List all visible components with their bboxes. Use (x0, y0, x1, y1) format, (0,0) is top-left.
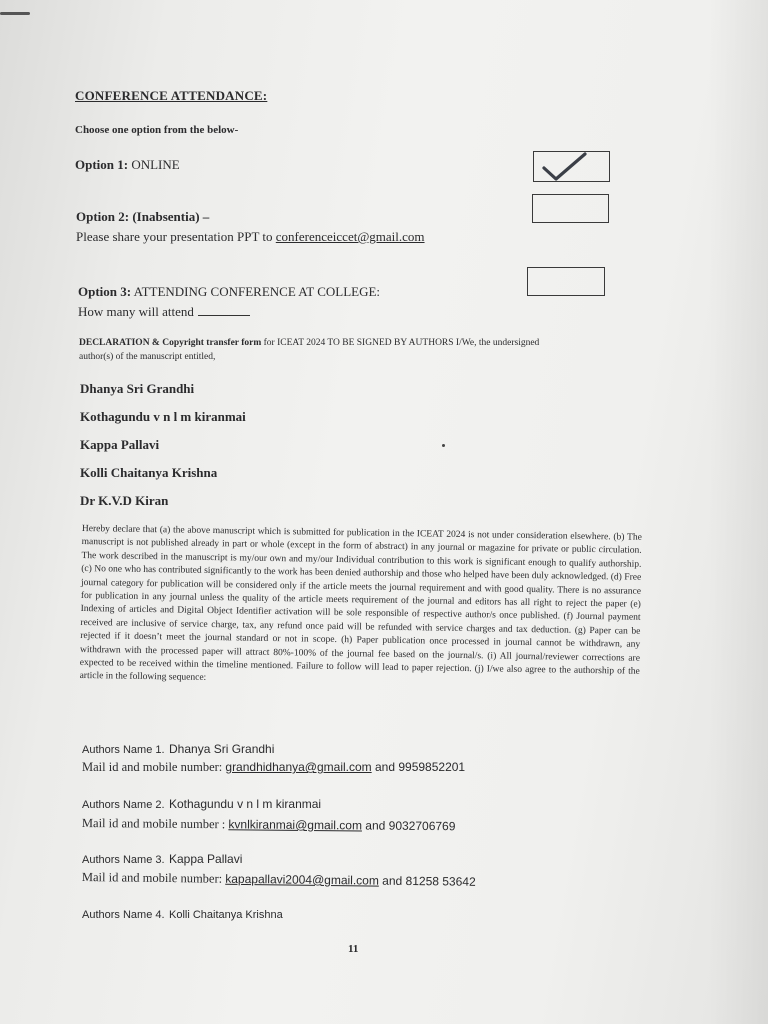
option-1-checkbox[interactable] (533, 151, 610, 182)
page-shadow (708, 0, 768, 1024)
option-3-line2 (78, 303, 250, 320)
attend-count-label: How many will attend (78, 304, 194, 319)
author-email-link[interactable]: kapapallavi2004@gmail.com (225, 871, 379, 888)
checkmark-icon (538, 152, 590, 182)
option-3 (78, 284, 380, 300)
option-2-checkbox[interactable] (532, 194, 609, 223)
option-2-line2 (76, 229, 425, 245)
option-3-checkbox[interactable] (527, 267, 605, 296)
author-1: Dhanya Sri Grandhi (80, 381, 195, 396)
author-phone: 9032706769 (388, 818, 456, 834)
author-phone: 81258 53642 (405, 873, 476, 889)
option-3-label: Option 3: (78, 284, 132, 299)
author-detail-label: Authors Name 3. (82, 854, 165, 866)
contact-label: Mail id and mobile number : (81, 816, 226, 832)
author-detail-label: Authors Name 4. (82, 909, 165, 921)
option-3-text: ATTENDING CONFERENCE AT COLLEGE: (133, 284, 381, 299)
contact-label: Mail id and mobile number: (81, 870, 223, 886)
author-detail-name: Kothagundu v n l m kiranmai (169, 797, 322, 811)
author-detail-4-name-line (82, 905, 283, 923)
author-phone: 9959852201 (398, 760, 466, 774)
option-2-email-link[interactable]: conferenceiccet@gmail.com (275, 229, 425, 244)
author-4: Kolli Chaitanya Krishna (80, 465, 218, 480)
option-1 (75, 157, 180, 173)
option-2-instruction: Please share your presentation PPT to (76, 229, 276, 244)
option-2-bold-text: (Inabsentia) – (132, 209, 210, 224)
author-5: Dr K.V.D Kiran (80, 493, 169, 508)
declaration-line2: author(s) of the manuscript entitled, (79, 352, 216, 362)
author-email-link[interactable]: grandhidhanya@gmail.com (225, 760, 372, 774)
declaration-line1: for ICEAT 2024 TO BE SIGNED BY AUTHORS I/We, the undersigned (261, 338, 540, 348)
author-2: Kothagundu v n l m kiranmai (80, 409, 246, 424)
contact-label: Mail id and mobile number: (82, 760, 223, 774)
declaration-intro (79, 336, 639, 364)
option-2-label: Option 2: (76, 209, 130, 224)
ink-dot (442, 444, 445, 447)
contact-joiner: and (361, 818, 389, 833)
page-number: 11 (348, 943, 359, 955)
page-edge-mark (0, 12, 30, 15)
contact-joiner: and (378, 873, 406, 888)
declaration-title: DECLARATION & Copyright transfer form (79, 338, 262, 348)
author-detail-label: Authors Name 1. (82, 744, 165, 756)
option-1-label: Option 1: (75, 157, 129, 172)
attend-count-blank[interactable] (198, 303, 250, 316)
author-detail-1-contact-line (82, 760, 465, 775)
author-detail-name: Dhanya Sri Grandhi (169, 742, 275, 756)
author-3: Kappa Pallavi (80, 437, 160, 452)
author-detail-1-name-line (82, 740, 274, 758)
author-detail-name: Kolli Chaitanya Krishna (169, 909, 283, 921)
author-detail-name: Kappa Pallavi (169, 852, 243, 866)
attendance-heading: CONFERENCE ATTENDANCE: (75, 88, 268, 103)
author-email-link[interactable]: kvnlkiranmai@gmail.com (228, 817, 363, 833)
author-detail-2-name-line (82, 795, 321, 813)
author-detail-3-name-line (82, 850, 242, 868)
author-detail-label: Authors Name 2. (82, 799, 165, 811)
declaration-paragraph: Hereby declare that (a) the above manuscript which is submitted for publication in the ICEAT 2024 is not under consideration elsewhere. (b) The manuscript is not published already in part or whole (except in the form of abstract) in any journal or magazine for private or public circulation. The work described in the manuscript is my/our own and my/our Individual contribution to this work is significant enough to qualify authorship. (c) No one who has contributed significantly to the work has been denied authorship and those who helped have been duly acknowledged. (d) Free journal category for publication will be considered only if the article meets the journal requirement and with good quality. There is no assurance for publication in any journal unless the quality of the article meets requirement of the journal and editors has all right to reject the paper (e) Indexing of articles and Digital Object Identifier activation will be sole responsible of respective author/s once published. (f) Journal payment received are inclusive of service charge, tax, any refund once paid will be refunded with service charges and tax deduction. (g) Paper can be rejected if it doesn’t meet the journal standard or not in scope. (h) Paper publication once processed in journal cannot be withdrawn, any withdrawn with the processed paper will attract 80%-100% of the journal fee based on the journal/s. (i) All journal/reviewer corrections are expected to be received within the timeline mentioned. Failure to follow will lead to paper rejection. (j) I/we also agree to the authorship of the article in the following sequence: (79, 523, 642, 684)
option-1-text: ONLINE (131, 157, 180, 172)
contact-joiner: and (371, 760, 399, 774)
option-2 (76, 209, 209, 225)
attendance-instruction: Choose one option from the below- (75, 124, 239, 136)
